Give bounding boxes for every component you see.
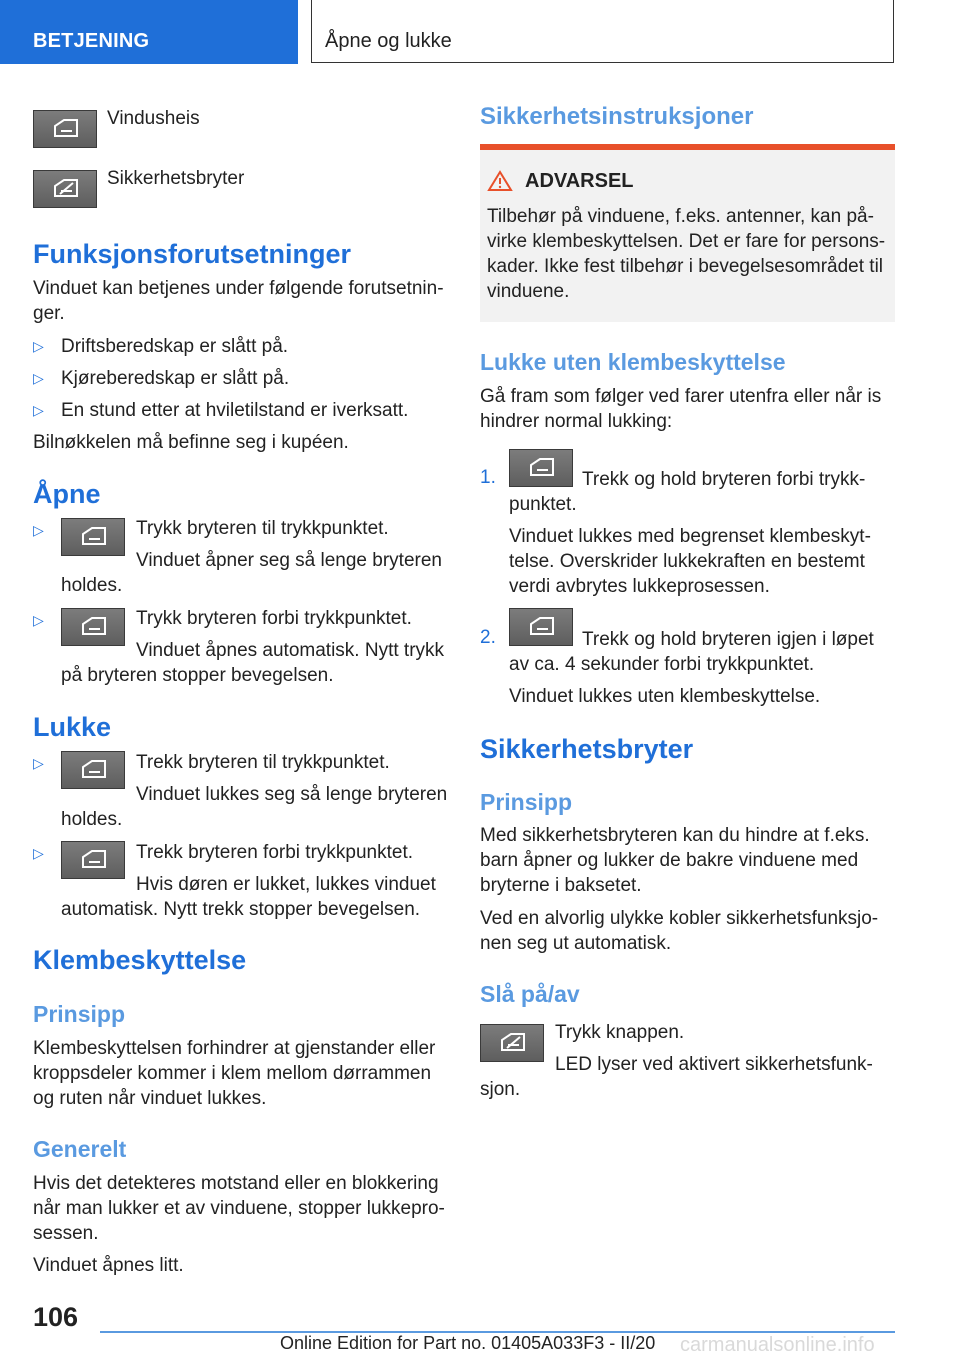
apne-2-l1: Trykk bryteren forbi trykkpunktet.: [136, 608, 412, 629]
step-number: 2.: [480, 627, 496, 648]
lukke-2-l3: automatisk. Nytt trekk stopper bevegelsen.: [61, 899, 421, 920]
funksjon-intro-1: Vinduet kan betjenes under følgende forutsetnin-: [33, 278, 444, 299]
pa-av-l1: Trykk knappen.: [555, 1022, 685, 1043]
window-switch-icon: [61, 518, 125, 556]
window-switch-icon: [61, 751, 125, 789]
warning-line-4: vinduene.: [487, 281, 570, 302]
klembe-prinsipp-1: Klembeskyttelsen forhindrer at gjenstander eller: [33, 1038, 436, 1059]
warning-line-1: Tilbehør på vinduene, f.eks. antenner, kan på-: [487, 206, 874, 227]
bullet-icon: ▷: [33, 612, 44, 628]
generelt-3: sessen.: [33, 1223, 99, 1244]
step-1-l1: Trekk og hold bryteren forbi trykk-: [582, 469, 866, 490]
safety-switch-icon: [480, 1024, 544, 1062]
footer-edition: Online Edition for Part no. 01405A033F3 - II/20: [280, 1333, 656, 1353]
heading-klembe: Klembeskyttelse: [33, 945, 247, 975]
chapter-title: Åpne og lukke: [325, 30, 452, 52]
apne-1-l2: Vinduet åpner seg så lenge bryteren: [136, 550, 442, 571]
step-1-sub-1: Vinduet lukkes med begrenset klembeskyt-: [509, 526, 871, 547]
heading-bryter: Sikkerhetsbryter: [480, 734, 694, 764]
uten-intro-1: Gå fram som følger ved farer utenfra eller når is: [480, 386, 882, 407]
section-label: BETJENING: [33, 30, 150, 52]
icon-label-window: Vindusheis: [107, 108, 200, 129]
window-switch-icon: [33, 110, 97, 148]
heading-funksjon: Funksjonsforutsetninger: [33, 239, 352, 269]
bullet-icon: ▷: [33, 755, 44, 771]
watermark: carmanualsonline.info: [680, 1334, 875, 1356]
lukke-2-l1: Trekk bryteren forbi trykkpunktet.: [136, 842, 414, 863]
step-1-sub-2: telse. Overskrider lukkekraften en bestemt: [509, 551, 865, 572]
apne-1-l1: Trykk bryteren til trykkpunktet.: [136, 518, 389, 539]
step-2-l1: Trekk og hold bryteren igjen i løpet: [582, 629, 874, 650]
warning-title: ADVARSEL: [525, 170, 634, 192]
bryter-prinsipp-3: bryterne i baksetet.: [480, 875, 642, 896]
apne-2-l3: på bryteren stopper bevegelsen.: [61, 665, 334, 686]
funksjon-bullet-2: Kjøreberedskap er slått på.: [61, 368, 290, 389]
step-2-l2: av ca. 4 sekunder forbi trykkpunktet.: [509, 654, 815, 675]
generelt-note: Vinduet åpnes litt.: [33, 1255, 184, 1276]
lukke-2-l2: Hvis døren er lukket, lukkes vinduet: [136, 874, 436, 895]
pa-av-l3: sjon.: [480, 1079, 521, 1100]
uten-intro-2: hindrer normal lukking:: [480, 411, 673, 432]
heading-generelt: Generelt: [33, 1136, 127, 1162]
warning-icon: [487, 170, 513, 192]
lukke-1-l3: holdes.: [61, 809, 123, 830]
klembe-prinsipp-3: og ruten når vinduet lukkes.: [33, 1088, 267, 1109]
window-switch-icon: [61, 841, 125, 879]
klembe-prinsipp-2: kroppsdeler kommer i klem mellom dørrammen: [33, 1063, 432, 1084]
heading-apne: Åpne: [33, 479, 101, 509]
bullet-icon: ▷: [33, 402, 44, 418]
apne-1-l3: holdes.: [61, 575, 123, 596]
bullet-icon: ▷: [33, 370, 44, 386]
step-1-sub-3: verdi avbrytes lukkeprosessen.: [509, 576, 770, 597]
step-1-l2: punktet.: [509, 494, 577, 515]
icon-label-safety: Sikkerhetsbryter: [107, 168, 245, 189]
funksjon-bullet-1: Driftsberedskap er slått på.: [61, 336, 289, 357]
page-number: 106: [33, 1302, 79, 1332]
funksjon-note: Bilnøkkelen må befinne seg i kupéen.: [33, 432, 349, 453]
heading-bryter-prinsipp: Prinsipp: [480, 789, 573, 815]
window-switch-icon: [509, 449, 573, 487]
heading-lukke: Lukke: [33, 712, 112, 742]
funksjon-intro-2: ger.: [33, 303, 65, 324]
bullet-icon: ▷: [33, 845, 44, 861]
heading-uten: Lukke uten klembeskyttelse: [480, 349, 786, 375]
warning-line-2: virke klembeskyttelsen. Det er fare for persons-: [487, 231, 886, 252]
generelt-2: når man lukker et av vinduene, stopper lukkepro-: [33, 1198, 445, 1219]
step-2-sub-1: Vinduet lukkes uten klembeskyttelse.: [509, 686, 821, 707]
heading-sikkerhet: Sikkerhetsinstruksjoner: [480, 103, 754, 130]
safety-switch-icon: [33, 170, 97, 208]
warning-line-3: kader. Ikke fest tilbehør i bevegelsesområdet til: [487, 256, 884, 277]
bullet-icon: ▷: [33, 338, 44, 354]
lukke-1-l2: Vinduet lukkes seg så lenge bryteren: [136, 784, 448, 805]
lukke-1-l1: Trekk bryteren til trykkpunktet.: [136, 752, 390, 773]
funksjon-bullet-3: En stund etter at hviletilstand er iverksatt.: [61, 400, 409, 421]
window-switch-icon: [61, 608, 125, 646]
step-number: 1.: [480, 467, 496, 488]
pa-av-l2: LED lyser ved aktivert sikkerhetsfunk-: [555, 1054, 873, 1075]
generelt-1: Hvis det detekteres motstand eller en blokkering: [33, 1173, 439, 1194]
heading-pa-av: Slå på/av: [480, 981, 580, 1007]
bryter-prinsipp-1: Med sikkerhetsbryteren kan du hindre at f.eks.: [480, 825, 870, 846]
bryter-prinsipp-2: barn åpner og lukker de bakre vinduene med: [480, 850, 859, 871]
bryter-prinsipp-5: nen seg ut automatisk.: [480, 933, 672, 954]
heading-klembe-prinsipp: Prinsipp: [33, 1001, 126, 1027]
bryter-prinsipp-4: Ved en alvorlig ulykke kobler sikkerhetsfunksjo-: [480, 908, 879, 929]
bullet-icon: ▷: [33, 522, 44, 538]
apne-2-l2: Vinduet åpnes automatisk. Nytt trykk: [136, 640, 445, 661]
window-switch-icon: [509, 608, 573, 646]
